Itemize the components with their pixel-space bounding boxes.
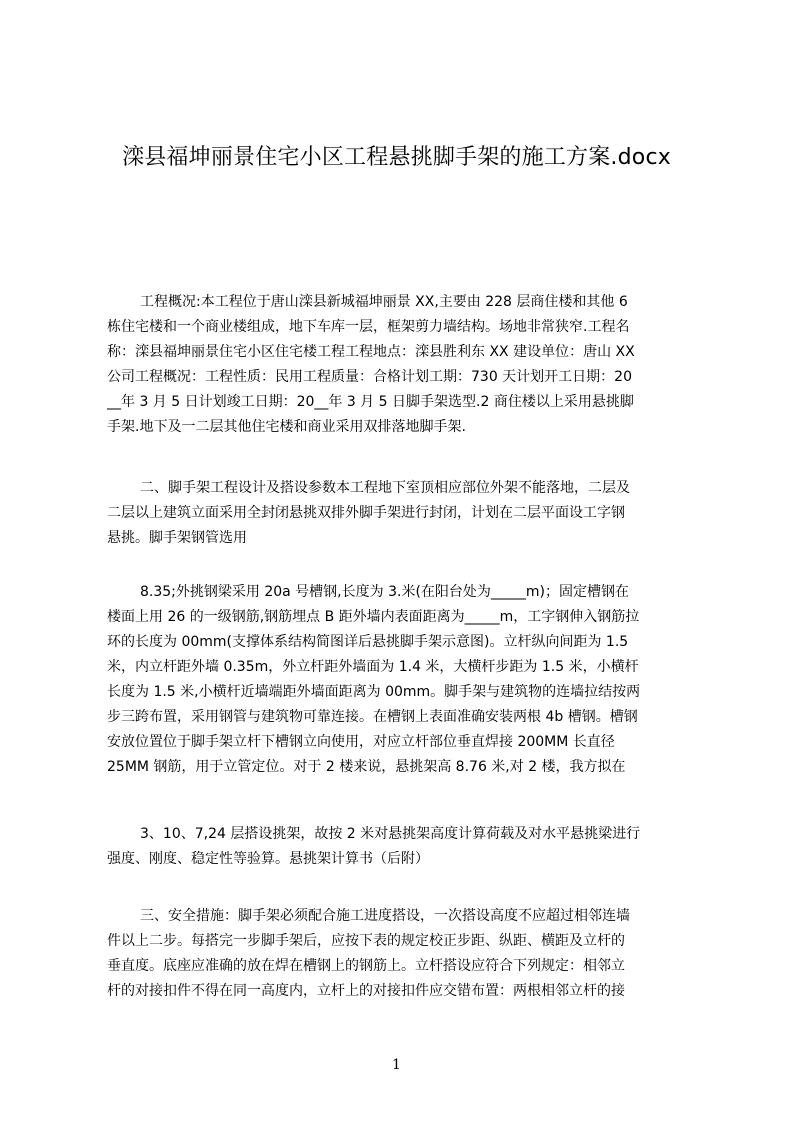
text-line: 8.35;外挑钢梁采用 20a 号槽钢,长度为 3.米(在阳台处为_____m)；固定槽钢在 — [140, 584, 630, 600]
text-line: 二、脚手架工程设计及搭设参数本工程地下室顶相应部位外架不能落地，二层及 — [140, 480, 630, 496]
text-line: 工程概况:本工程位于唐山滦县新城福坤丽景 XX,主要由 228 层商住楼和其他 6 — [140, 294, 628, 310]
text-line: 垂直度。底座应准确的放在焊在槽钢上的钢筋上。立杆搭设应符合下列规定：相邻立 — [107, 958, 625, 974]
paragraph-project-overview — [107, 290, 699, 440]
text-line: __年 3 月 5 日计划竣工日期：20__年 3 月 5 日脚手架选型.2 商住楼以上采用悬挑脚 — [107, 394, 634, 410]
text-line: 手架.地下及一二层其他住宅楼和商业采用双排落地脚手架. — [107, 419, 466, 435]
paragraph-safety-measures — [107, 904, 699, 1004]
text-line: 称：滦县福坤丽景住宅小区住宅楼工程工程地点：滦县胜利东 XX 建设单位：唐山 XX — [107, 344, 635, 360]
text-line: 件以上二步。每搭完一步脚手架后，应按下表的规定校正步距、纵距、横距及立杆的 — [107, 933, 625, 949]
text-line: 强度、刚度、稳定性等验算。悬挑架计算书（后附） — [107, 851, 429, 867]
document-title: 滦县福坤丽景住宅小区工程悬挑脚手架的施工方案.docx — [122, 145, 671, 170]
paragraph-parameters — [107, 580, 699, 780]
page-number: 1 — [392, 1057, 401, 1073]
text-line: 环的长度为 00mm(支撑体系结构简图详后悬挑脚手架示意图)。立杆纵向间距为 1.5 — [107, 634, 629, 650]
paragraph-cantilever-calculation — [107, 822, 699, 872]
text-line: 楼面上用 26 的一级钢筋,钢筋埋点 B 距外墙内表面距离为_____m，工字钢伸入钢筋拉 — [107, 609, 640, 625]
paragraph-scaffold-design — [107, 476, 699, 551]
text-line: 步三跨布置，采用钢管与建筑物可靠连接。在槽钢上表面准确安装两根 4b 槽钢。槽钢 — [107, 709, 638, 725]
text-line: 25MM 钢筋，用于立管定位。对于 2 楼来说，悬挑架高 8.76 米,对 2 楼，我方拟在 — [107, 759, 626, 775]
text-line: 3、10、7,24 层搭设挑架，故按 2 米对悬挑架高度计算荷载及对水平悬挑梁进行 — [140, 826, 641, 842]
document-body — [107, 290, 699, 1050]
text-line: 栋住宅楼和一个商业楼组成，地下车库一层，框架剪力墙结构。场地非常狭窄.工程名 — [107, 319, 630, 335]
text-line: 长度为 1.5 米,小横杆近墙端距外墙面距离为 00mm。脚手架与建筑物的连墙拉结按两 — [107, 684, 641, 700]
text-line: 安放位置位于脚手架立杆下槽钢立向使用，对应立杆部位垂直焊接 200MM 长直径 — [107, 734, 615, 750]
text-line: 米，内立杆距外墙 0.35m，外立杆距外墙面为 1.4 米，大横杆步距为 1.5 米，小横杆 — [107, 659, 639, 675]
text-line: 公司工程概况：工程性质：民用工程质量：合格计划工期：730 天计划开工日期：20 — [107, 369, 632, 385]
text-line: 三、安全措施：脚手架必须配合施工进度搭设，一次搭设高度不应超过相邻连墙 — [140, 908, 630, 924]
text-line: 悬挑。脚手架钢管选用 — [107, 530, 247, 546]
text-line: 杆的对接扣件不得在同一高度内，立杆上的对接扣件应交错布置：两根相邻立杆的接 — [107, 983, 625, 999]
text-line: 二层以上建筑立面采用全封闭悬挑双排外脚手架进行封闭，计划在二层平面设工字钢 — [107, 505, 625, 521]
